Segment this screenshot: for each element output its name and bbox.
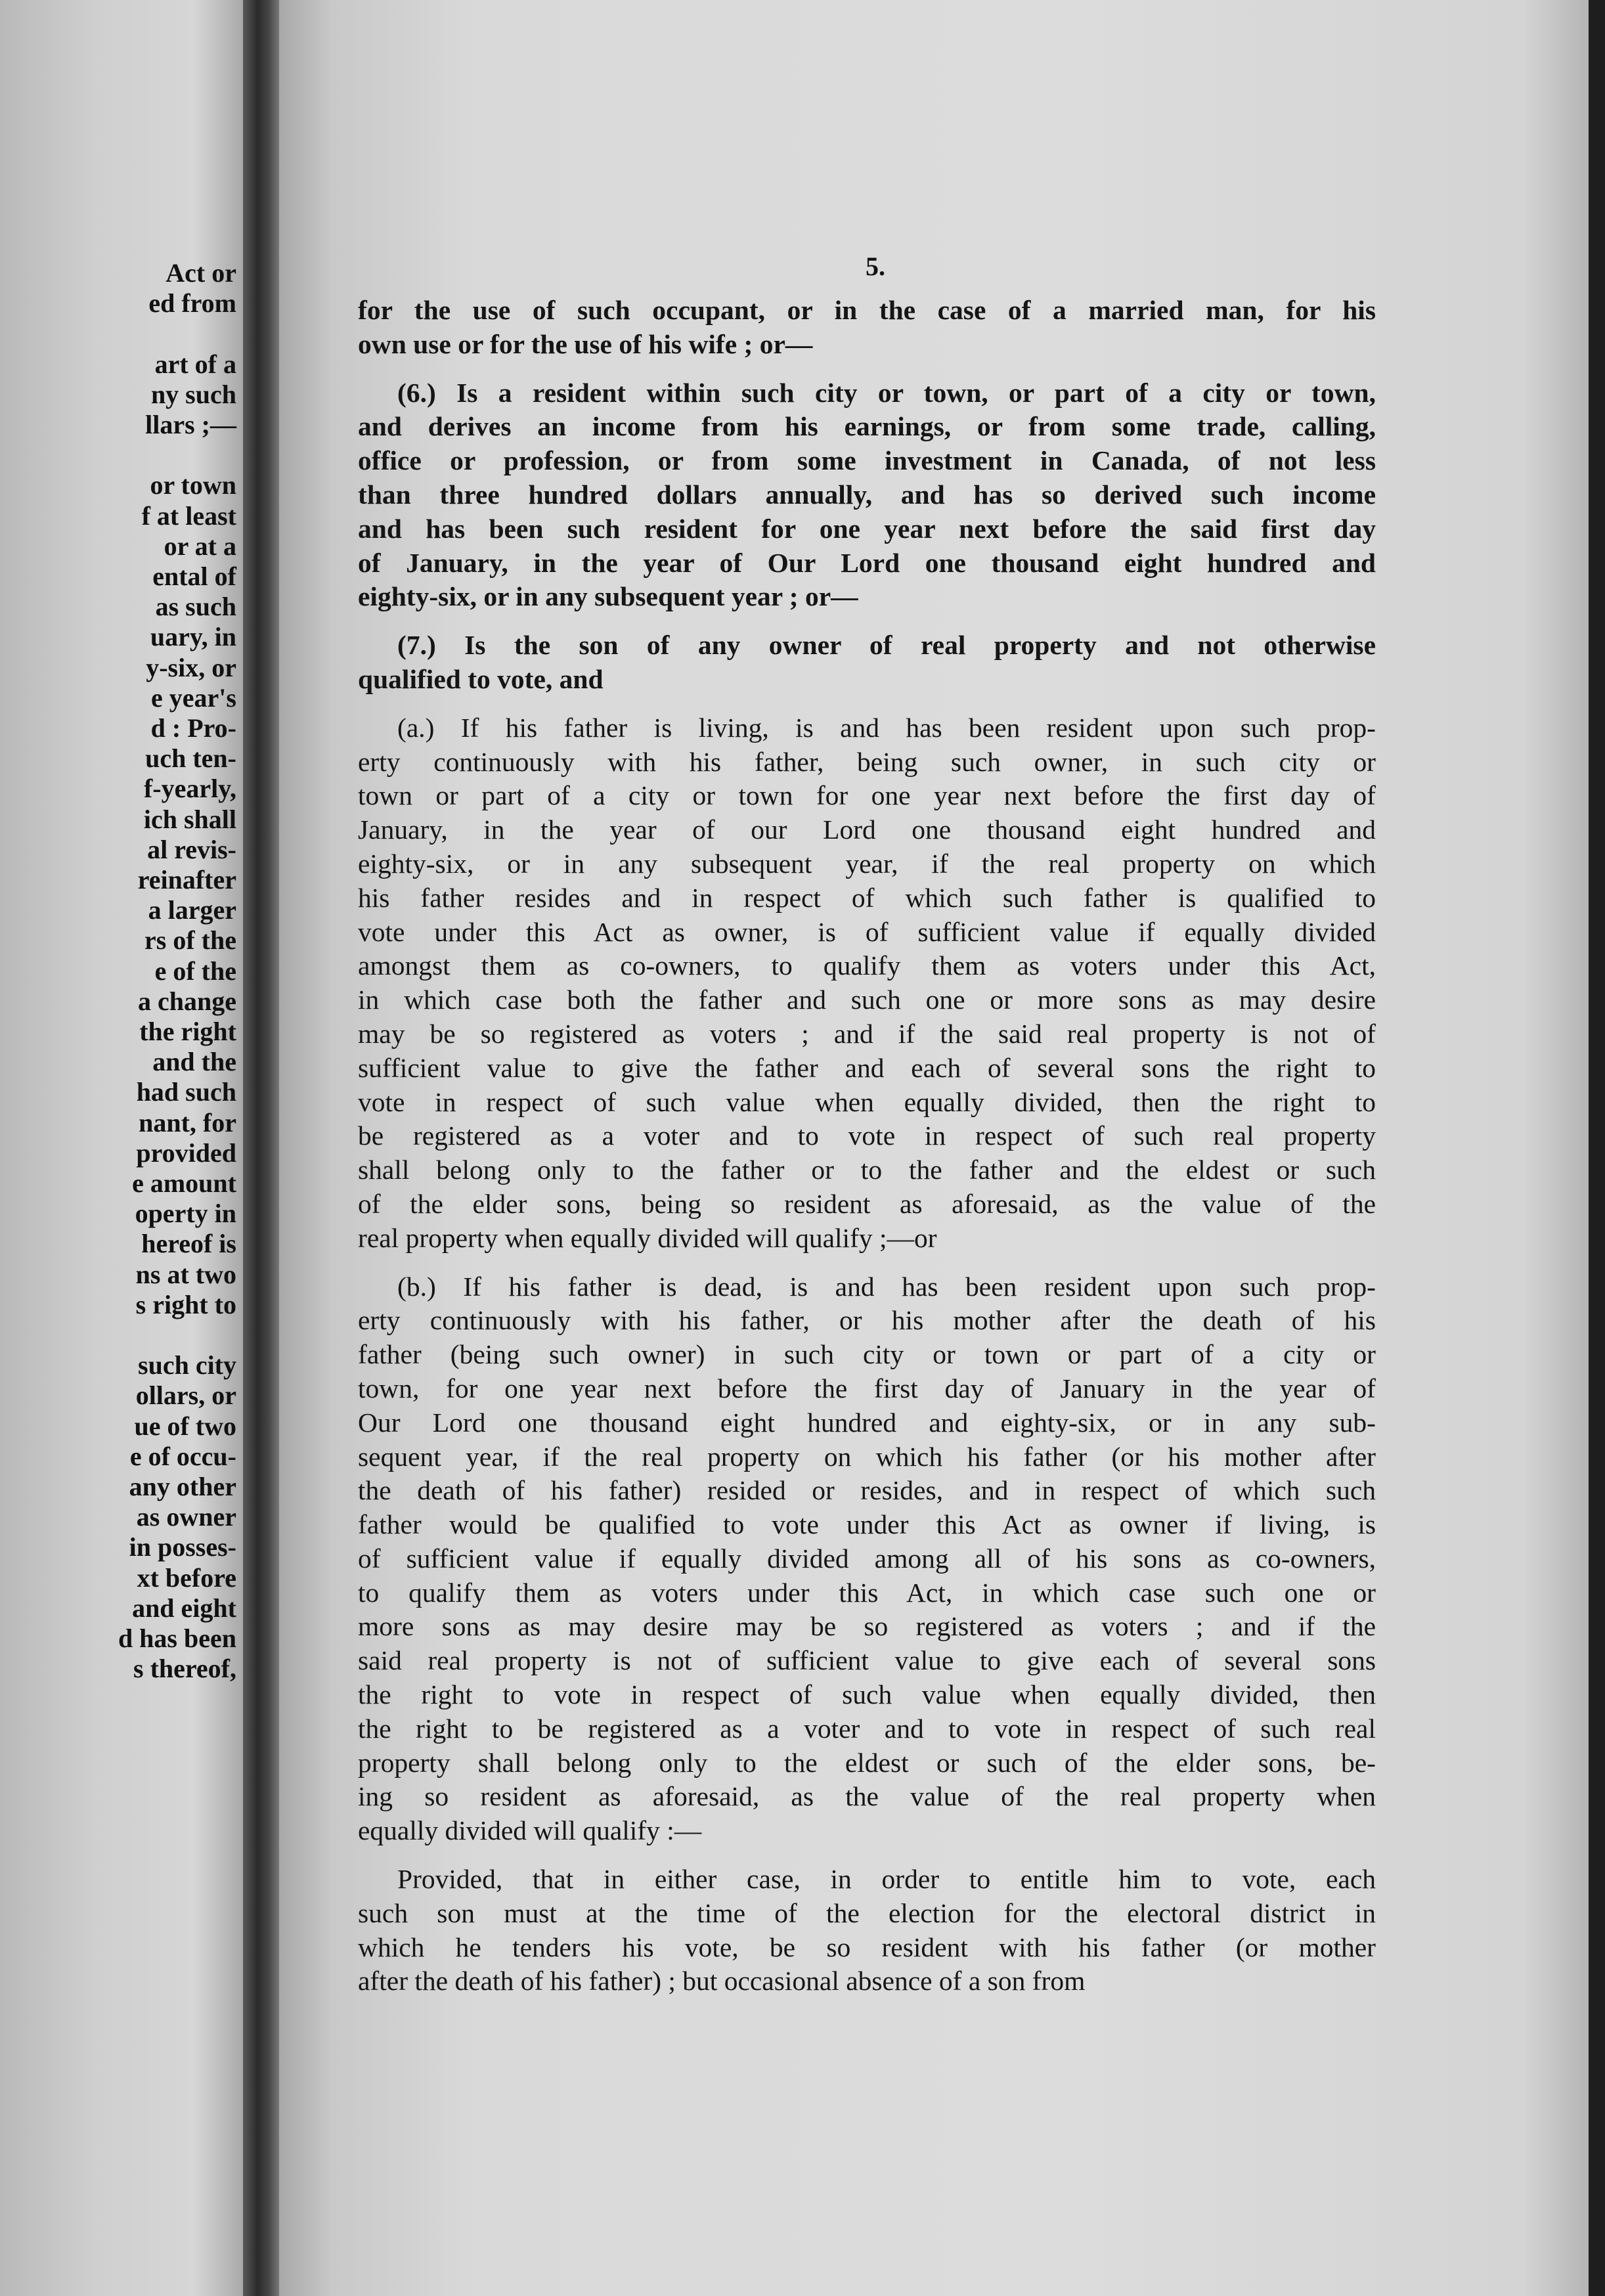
paragraph-p-6-line: and has been such resident for one year next before the said first day [358, 513, 1376, 544]
paragraph-p-7a-line: sufficient value to give the father and each of several sons the right to [358, 1052, 1376, 1083]
left-page-line: f at least [141, 500, 236, 531]
paragraph-p-7b-line: more sons as may desire may be so registered as voters ; and if the [358, 1611, 1376, 1642]
left-page-line: e year's [151, 682, 236, 713]
paragraph-p-7b-line: Our Lord one thousand eight hundred and eighty-six, or in any sub- [358, 1407, 1376, 1438]
left-page-line: had such [136, 1077, 236, 1107]
paragraph-p-7b-line: sequent year, if the real property on which his father (or his mother after [358, 1441, 1376, 1472]
paragraph-gap [358, 1256, 1376, 1270]
left-page-line: e of the [154, 956, 236, 986]
paragraph-p-7-line: (7.) Is the son of any owner of real property and not otherwise [397, 630, 1376, 661]
paragraph-p-7a-line: January, in the year of our Lord one thousand eight hundred and [358, 814, 1376, 845]
left-page-line: and the [152, 1047, 236, 1077]
paragraph-p-7b-line: father would be qualified to vote under this Act as owner if living, is [358, 1509, 1376, 1540]
left-page-line: d : Pro- [150, 713, 236, 743]
left-page-line: nant, for [139, 1107, 236, 1137]
paragraph-p-7b-line: of sufficient value if equally divided among all of his sons as co-owners, [358, 1543, 1376, 1574]
paragraph-p-6-line: (6.) Is a resident within such city or town, or part of a city or town, [397, 377, 1376, 408]
paragraph-gap [358, 614, 1376, 629]
paragraph-p-7b-line: town, for one year next before the first day of January in the year of [358, 1373, 1376, 1403]
paragraph-p-7b-line: property shall belong only to the eldest or such of the elder sons, be- [358, 1747, 1376, 1778]
paragraph-p-intro-line: own use or for the use of his wife ; or— [358, 328, 813, 359]
left-page-line: hereof is [141, 1229, 236, 1259]
left-page-line: provided [136, 1137, 236, 1168]
paragraph-p-7a-line: vote in respect of such value when equally divided, then the right to [358, 1086, 1376, 1117]
paragraph-p-7b-line: equally divided will qualify :— [358, 1815, 702, 1846]
paragraph-p-7b-line: ing so resident as aforesaid, as the value of the real property when [358, 1781, 1376, 1812]
left-page-line: e of occu- [129, 1441, 236, 1471]
paragraph-gap [358, 1848, 1376, 1863]
paragraph-p-7b-line: (b.) If his father is dead, is and has been resident upon such prop- [397, 1271, 1376, 1302]
paragraph-p-proviso-line: Provided, that in either case, in order to entitle him to vote, each [397, 1864, 1376, 1895]
paragraph-p-7a-line: his father resides and in respect of which such father is qualified to [358, 882, 1376, 913]
paragraph-p-7a-line: may be so registered as voters ; and if the said real property is not of [358, 1018, 1376, 1049]
paragraph-p-6-line: office or profession, or from some investment in Canada, of not less [358, 445, 1376, 476]
paragraph-p-proviso-line: which he tenders his vote, be so resident with his father (or mother [358, 1932, 1376, 1962]
page-number: 5. [866, 252, 885, 281]
left-page-line: as such [155, 592, 236, 622]
paragraph-p-7a-line: amongst them as co-owners, to qualify them as voters under this Act, [358, 950, 1376, 981]
paragraph-p-6-line: eighty-six, or in any subsequent year ; or— [358, 581, 858, 612]
left-page-line: d has been [118, 1623, 236, 1653]
paragraph-p-7b-line: to qualify them as voters under this Act, in which case such one or [358, 1577, 1376, 1608]
left-page [0, 0, 243, 2296]
paragraph-p-7b-line: the right to vote in respect of such value when equally divided, then [358, 1679, 1376, 1710]
left-page-line: y-six, or [146, 652, 236, 682]
paragraph-p-7a-line: in which case both the father and such one or more sons as may desire [358, 984, 1376, 1015]
paragraph-p-7a-line: real property when equally divided will qualify ;—or [358, 1222, 937, 1253]
left-page-line: rs of the [144, 925, 236, 956]
left-page-line: e amount [132, 1168, 236, 1198]
body-text [358, 294, 1376, 1998]
paragraph-p-7a-line: (a.) If his father is living, is and has been resident upon such prop- [397, 712, 1376, 743]
paragraph-p-7a-line: erty continuously with his father, being such owner, in such city or [358, 746, 1376, 777]
left-page-line: xt before [137, 1562, 236, 1593]
paragraph-p-7b-line: father (being such owner) in such city or town or part of a city or [358, 1339, 1376, 1370]
left-page-line: llars ;— [145, 410, 236, 439]
paragraph-p-7a-line: vote under this Act as owner, is of sufficient value if equally divided [358, 916, 1376, 947]
page-edge [1589, 0, 1605, 2296]
left-page-line: ental of [152, 562, 236, 591]
paragraph-p-6-line: and derives an income from his earnings, or from some trade, calling, [358, 411, 1376, 442]
left-page-line: ich shall [143, 804, 236, 834]
paragraph-gap [358, 697, 1376, 711]
left-page-line: f-yearly, [143, 774, 236, 804]
left-page-line: as owner [136, 1502, 236, 1532]
paragraph-p-7b-line: the death of his father) resided or resides, and in respect of which such [358, 1475, 1376, 1506]
paragraph-p-7-line: qualified to vote, and [358, 663, 604, 694]
paragraph-p-intro-line: for the use of such occupant, or in the case of a married man, for his [358, 295, 1376, 325]
left-page-line: art of a [154, 349, 236, 379]
left-page-line: ollars, or [135, 1380, 236, 1411]
left-page-line: uch ten- [145, 743, 236, 774]
paragraph-p-proviso-line: such son must at the time of the election for the electoral district in [358, 1897, 1376, 1928]
left-page-line: or at a [164, 531, 236, 561]
paragraph-p-proviso-line: after the death of his father) ; but occasional absence of a son from [358, 1966, 1086, 1997]
left-page-line: ns at two [135, 1259, 236, 1289]
paragraph-p-7a-line: shall belong only to the father or to the father and the eldest or such [358, 1155, 1376, 1185]
left-page-line: the right [139, 1017, 236, 1046]
paragraph-p-7b-line: erty continuously with his father, or his mother after the death of his [358, 1305, 1376, 1336]
left-page-line: and eight [132, 1593, 236, 1623]
paragraph-p-6-line: than three hundred dollars annually, and has so derived such income [358, 479, 1376, 510]
left-page-line: in posses- [129, 1532, 236, 1562]
left-page-line: uary, in [150, 622, 236, 652]
paragraph-p-6-line: of January, in the year of Our Lord one thousand eight hundred and [358, 547, 1376, 578]
left-page-line: operty in [135, 1199, 236, 1229]
left-page-line: ny such [150, 379, 236, 409]
paragraph-p-7a-line: eighty-six, or in any subsequent year, if the real property on which [358, 848, 1376, 879]
paragraph-gap [358, 362, 1376, 376]
left-page-line: a change [138, 986, 236, 1016]
paragraph-p-7b-line: said real property is not of sufficient value to give each of several sons [358, 1645, 1376, 1676]
left-page-line: reinafter [137, 865, 236, 894]
paragraph-p-7b-line: the right to be registered as a voter and to vote in respect of such real [358, 1713, 1376, 1744]
left-page-line: ue of two [134, 1411, 236, 1441]
left-page-line: such city [138, 1350, 236, 1380]
left-page-line: ed from [148, 288, 236, 319]
left-page-line: a larger [148, 895, 236, 925]
book-gutter [243, 0, 279, 2296]
left-page-line: s thereof, [133, 1654, 236, 1684]
left-page-line: Act or [165, 258, 236, 288]
left-page-line: any other [129, 1472, 236, 1501]
left-page-line: s right to [135, 1289, 236, 1319]
paragraph-p-7a-line: of the elder sons, being so resident as aforesaid, as the value of the [358, 1188, 1376, 1219]
left-page-line: or town [150, 470, 236, 500]
paragraph-p-7a-line: town or part of a city or town for one year next before the first day of [358, 780, 1376, 811]
left-page-line: al revis- [147, 834, 236, 864]
paragraph-p-7a-line: be registered as a voter and to vote in respect of such real property [358, 1120, 1376, 1151]
